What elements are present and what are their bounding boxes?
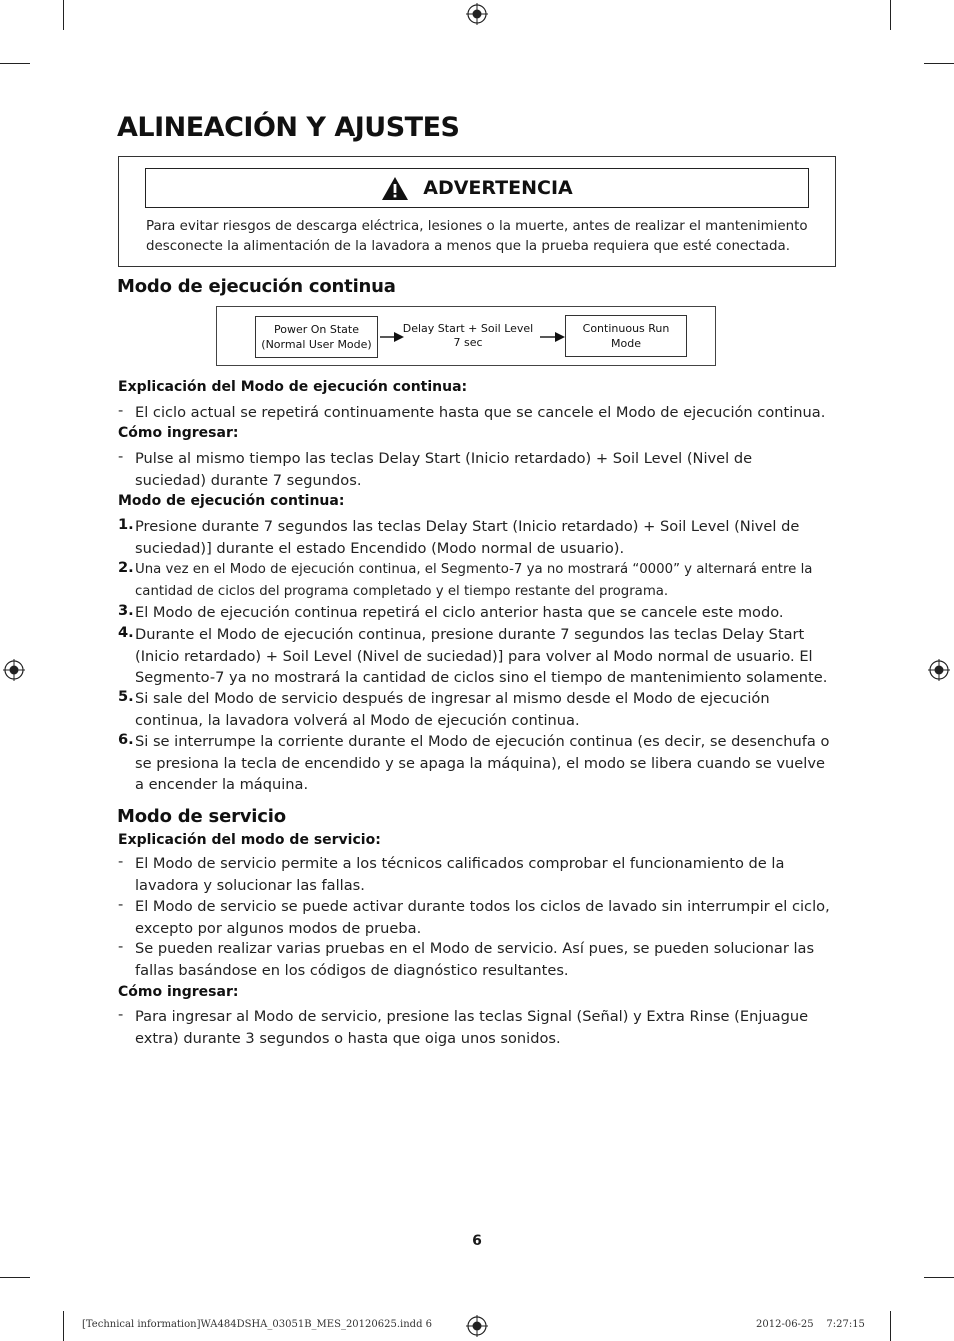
subheading-how-to-enter: Cómo ingresar: [118,425,239,441]
registration-mark-icon [466,1315,488,1337]
registration-mark-icon [466,3,488,25]
crop-mark [63,0,64,30]
crop-mark [63,1311,64,1341]
list-dash: - [118,402,124,419]
flow-arrows [378,327,566,347]
arrow-right-icon [394,332,404,342]
step-text: Presione durante 7 segundos las teclas Delay Start (Inicio retardado) + Soil Level (Nivel de suciedad)] durante el estado Encendido (Modo normal de usuario). [135,518,800,557]
subheading-explanation: Explicación del Modo de ejecución continua: [118,379,468,395]
registration-mark-icon [3,659,25,681]
page-number: 6 [472,1233,482,1249]
subheading-mode: Modo de ejecución continua: [118,493,345,509]
step-number: 6. [118,731,134,748]
registration-mark-icon [928,659,950,681]
step-text: Si se interrumpe la corriente durante el Modo de ejecución continua (es decir, se desenchufa o se presiona la tecla de encendido y se apaga la máquina), el modo se libera cuando se vuelve a encender la máquina. [135,733,830,793]
flow-box-continuous-run: Continuous Run Mode [565,315,687,357]
list-item: El Modo de servicio permite a los técnicos calificados comprobar el funcionamiento de la lavadora y solucionar las fallas. [135,855,785,894]
arrow-right-icon [555,332,565,342]
step-text: Una vez en el Modo de ejecución continua, el Segmento-7 ya no mostrará “0000” y alternará entre la cantidad de ciclos del programa completado y el tiempo restante del programa. [135,562,813,599]
page-title: ALINEACIÓN Y AJUSTES [117,112,460,143]
list-dash: - [118,938,124,955]
step-number: 2. [118,559,134,576]
step-text: Durante el Modo de ejecución continua, presione durante 7 segundos las teclas Delay Start (Inicio retardado) + Soil Level (Nivel de suciedad)] para volver al Modo normal de usuario. El Segmento-7 ya no mostrará la cantidad de ciclos sino el tiempo de mantenimiento solamente. [135,626,828,686]
flow-transition-line1: Delay Start + Soil Level [402,322,534,335]
subheading-how-to-enter: Cómo ingresar: [118,984,239,1000]
step-number: 5. [118,688,134,705]
warning-triangle-icon [381,176,409,201]
flow-box-power-on [255,316,378,358]
flow-box-power-on-line1: Power On State [274,323,359,336]
step-number: 3. [118,602,134,619]
warning-box [118,156,836,267]
crop-mark [890,0,891,30]
warning-header [145,168,809,208]
list-dash: - [118,1006,124,1023]
subheading-explanation: Explicación del modo de servicio: [118,832,381,848]
list-item: El Modo de servicio se puede activar durante todos los ciclos de lavado sin interrumpir el ciclo, excepto por algunos modos de prueba. [135,898,830,937]
step-text: Si sale del Modo de servicio después de ingresar al mismo desde el Modo de ejecución continua, la lavadora volverá al Modo de ejecución continua. [135,690,770,729]
footer-file-info: [Technical information]WA484DSHA_03051B_MES_20120625.indd 6 [82,1319,433,1330]
step-text: El Modo de ejecución continua repetirá el ciclo anterior hasta que se cancele este modo. [135,604,784,621]
list-dash: - [118,896,124,913]
section-heading-service: Modo de servicio [117,806,286,827]
step-number: 4. [118,624,134,641]
step-number: 1. [118,516,134,533]
list-item: Para ingresar al Modo de servicio, presione las teclas Signal (Señal) y Extra Rinse (Enjuague extra) durante 3 segundos o hasta que oiga unos sonidos. [135,1008,809,1047]
list-item: Se pueden realizar varias pruebas en el Modo de servicio. Así pues, se pueden solucionar las fallas basándose en los códigos de diagnóstico resultantes. [135,940,815,979]
list-dash: - [118,448,124,465]
crop-mark [924,63,954,64]
flow-box-power-on-line2: (Normal User Mode) [261,338,372,351]
flow-diagram [216,306,716,366]
crop-mark [0,1277,30,1278]
crop-mark [924,1277,954,1278]
list-item: Pulse al mismo tiempo las teclas Delay Start (Inicio retardado) + Soil Level (Nivel de suciedad) durante 7 segundos. [135,450,753,489]
flow-transition-line2: 7 sec [453,336,483,349]
list-dash: - [118,853,124,870]
warning-text: Para evitar riesgos de descarga eléctrica, lesiones o la muerte, antes de realizar el mantenimiento desconecte la alimentación de la lavadora a menos que la prueba requiera que esté conectada. [146,219,808,254]
crop-mark [0,63,30,64]
list-item: El ciclo actual se repetirá continuamente hasta que se cancele el Modo de ejecución continua. [135,404,826,421]
section-heading-continuous: Modo de ejecución continua [117,276,396,297]
warning-heading: ADVERTENCIA [423,177,573,199]
footer-timestamp: 2012-06-25 7:27:15 [756,1319,865,1330]
crop-mark [890,1311,891,1341]
